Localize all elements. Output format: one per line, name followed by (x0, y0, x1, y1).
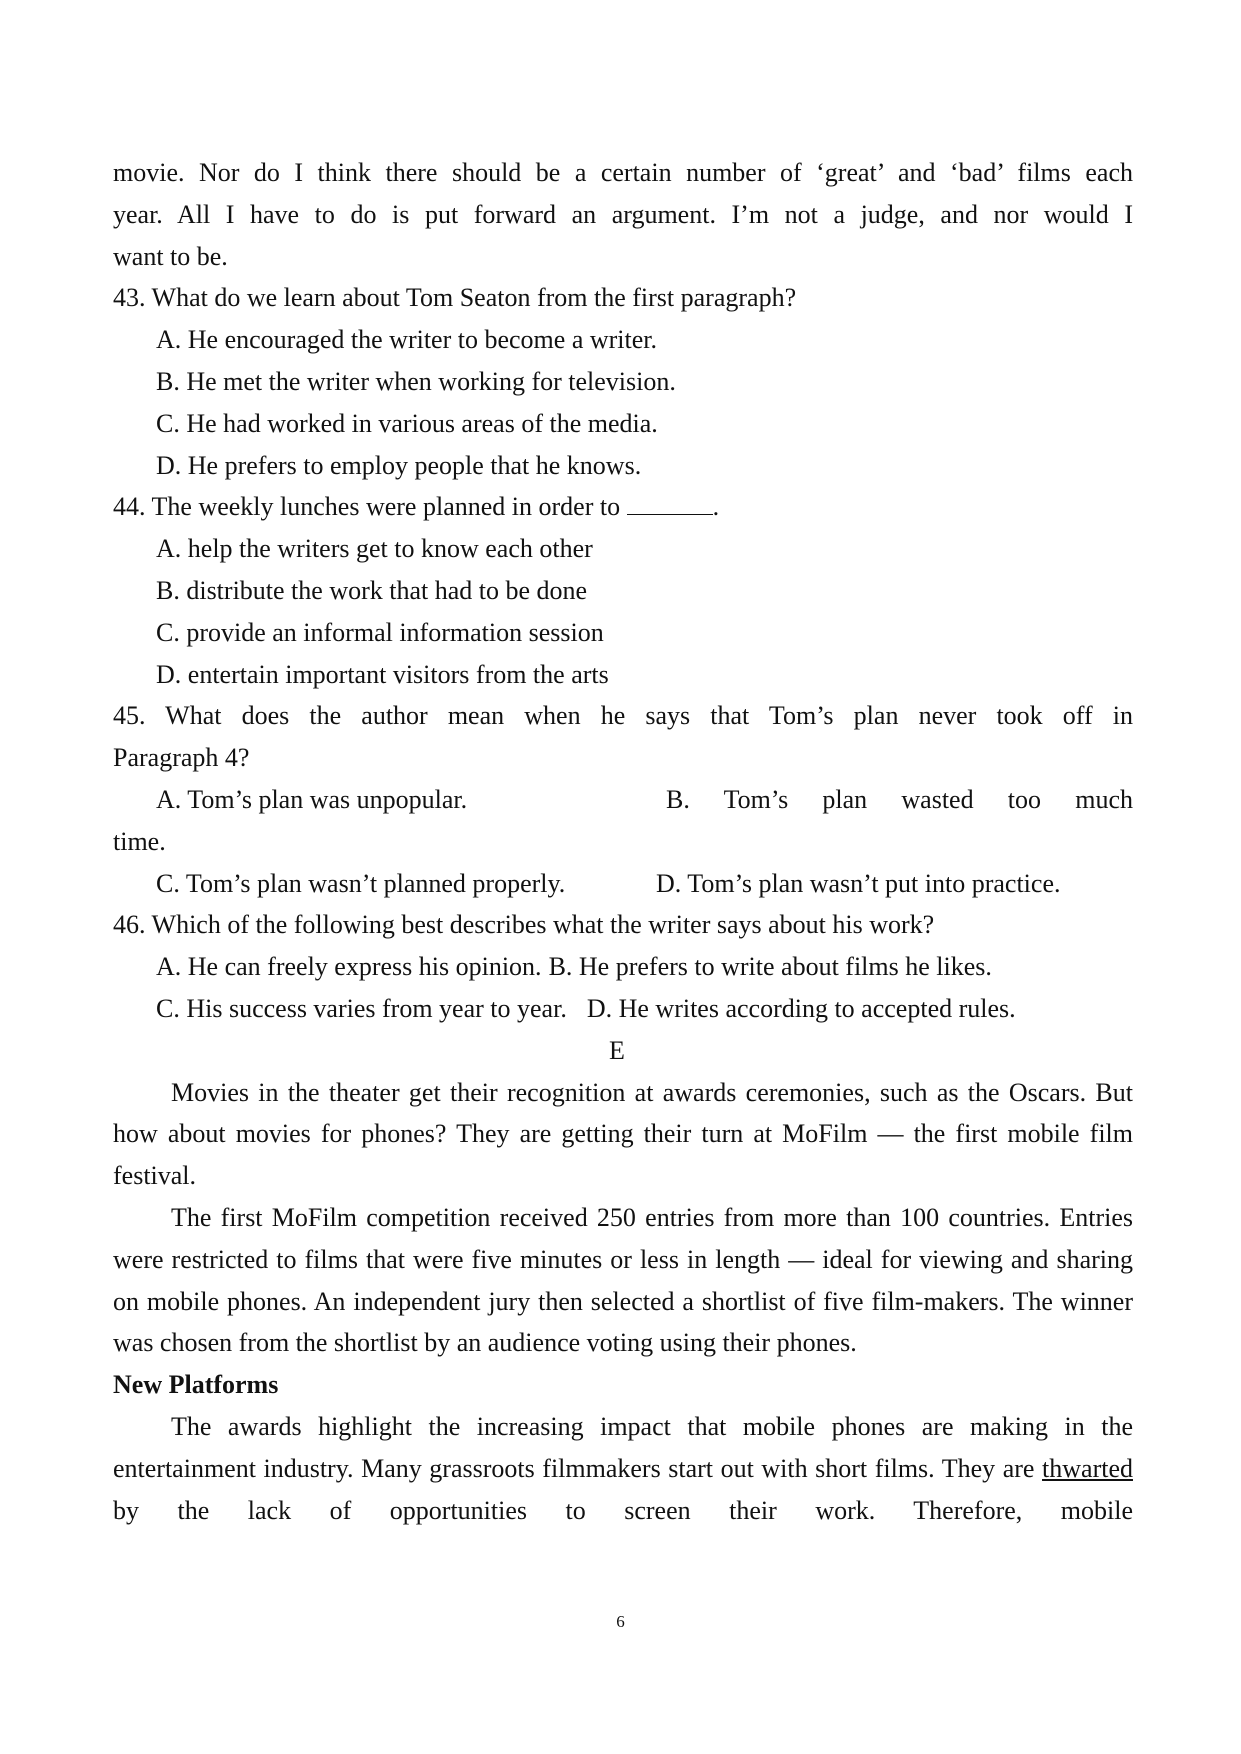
answer-blank (627, 492, 713, 515)
passage-paragraph-2: The first MoFilm competition received 250 entries from more than 100 countries. Entries were restricted to films that were five minutes or less in length — ideal for viewing and sharing on mobile phones. An independent jury then selected a shortlist of five film-makers. The winner was chosen from the shortlist by an audience voting using their phones. (113, 1202, 1133, 1358)
q44-option-a: A. help the writers get to know each other (156, 534, 593, 564)
q46-option-b: B. He prefers to write about films he likes. (548, 952, 992, 982)
q45-option-a: A. Tom’s plan was unpopular. (156, 784, 468, 814)
q44-option-b: B. distribute the work that had to be done (156, 575, 588, 605)
q46-options-row-2 (113, 988, 1133, 1030)
intro-line-2: year. All I have to do is put forward an argument. I’m not a judge, and nor would I (113, 199, 1133, 229)
paragraph-3-start: The awards highlight the increasing impact that mobile phones are making in the entertainment industry. Many grassroots filmmakers start out with short films. They are (113, 1411, 1133, 1483)
question-43: 43. What do we learn about Tom Seaton from the first paragraph? (113, 283, 797, 313)
q44-option-c: C. provide an informal information session (156, 617, 604, 647)
question-44-end: . (712, 492, 720, 522)
question-44 (113, 486, 1133, 528)
q43-option-b: B. He met the writer when working for television. (156, 366, 676, 396)
q45-options-row-1 (113, 779, 1133, 821)
q46-option-d: D. He writes according to accepted rules. (586, 993, 1016, 1023)
paragraph-3-end: by the lack of opportunities to screen their work. Therefore, mobile (113, 1495, 1133, 1525)
q43-option-c: C. He had worked in various areas of the media. (156, 408, 658, 438)
q44-option-d: D. entertain important visitors from the arts (156, 659, 609, 689)
page-number: 6 (616, 1612, 625, 1631)
passage-paragraph-3 (113, 1406, 1133, 1531)
q46-option-c: C. His success varies from year to year. (156, 993, 567, 1023)
q45-options-row-2 (113, 863, 1133, 905)
question-46: 46. Which of the following best describes what the writer says about his work? (113, 910, 935, 940)
q43-option-a: A. He encouraged the writer to become a writer. (156, 325, 658, 355)
question-45-line-1: 45. What does the author mean when he says that Tom’s plan never took off in (113, 701, 1133, 731)
intro-line-3: want to be. (113, 241, 228, 271)
question-44-text: 44. The weekly lunches were planned in order to (113, 492, 621, 522)
document-page (113, 152, 1133, 1531)
q45-option-b: B. Tom’s plan wasted too much (666, 784, 1133, 814)
intro-line-1: movie. Nor do I think there should be a certain number of ‘great’ and ‘bad’ films each (113, 158, 1133, 187)
section-heading: New Platforms (113, 1370, 279, 1400)
section-label: E (609, 1035, 625, 1065)
q46-option-a: A. He can freely express his opinion. (156, 952, 542, 982)
question-45-line-2: Paragraph 4? (113, 743, 250, 773)
q45-option-d: D. Tom’s plan wasn’t put into practice. (656, 868, 1061, 898)
q45-option-c: C. Tom’s plan wasn’t planned properly. (156, 868, 566, 898)
q46-options-row-1 (113, 946, 1133, 988)
q45-option-b-continued: time. (113, 826, 166, 856)
underlined-word: thwarted (1042, 1453, 1133, 1483)
passage-paragraph-1: Movies in the theater get their recognition at awards ceremonies, such as the Oscars. But how about movies for phones? They are getting their turn at MoFilm — the first mobile film festival. (113, 1077, 1133, 1191)
q43-option-d: D. He prefers to employ people that he knows. (156, 450, 642, 480)
